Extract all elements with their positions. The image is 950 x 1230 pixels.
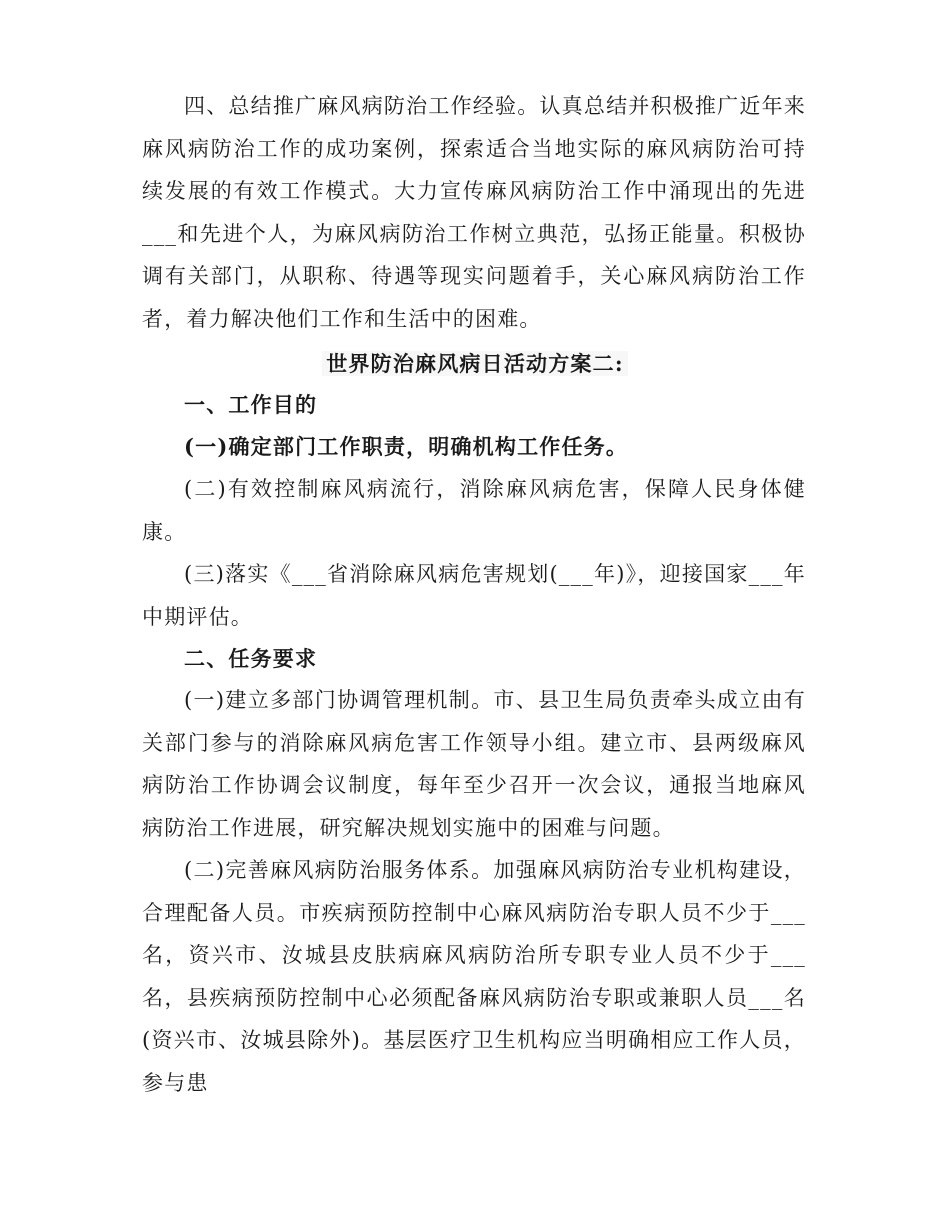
task-item-2: (二)完善麻风病防治服务体系。加强麻风病防治专业机构建设，合理配备人员。市疾病预防控制中心麻风病防治专职人员不少于___名，资兴市、汝城县皮肤病麻风病防治所专职专业人员不少于___名，县疾病预防控制中心必须配备麻风病防治专职或兼职人员___名(资兴市、汝城县除外)。基层医疗卫生机构应当明确相应工作人员，参与患 (142, 858, 806, 1095)
goal-item-3: (三)落实《___省消除麻风病危害规划(___年)》，迎接国家___年中期评估。 (142, 562, 806, 629)
section-heading-tasks: 二、任务要求 (184, 646, 318, 671)
goal-item-1: (一)确定部门工作职责，明确机构工作任务。 (184, 434, 629, 459)
goal-item-2: (二)有效控制麻风病流行，消除麻风病危害，保障人民身体健康。 (142, 477, 806, 544)
plan-title-text: 世界防治麻风病日活动方案二: (322, 351, 628, 376)
section-heading-goals: 一、工作目的 (184, 392, 318, 417)
task-item-1: (一)建立多部门协调管理机制。市、县卫生局负责牵头成立由有关部门参与的消除麻风病危害工作领导小组。建立市、县两级麻风病防治工作协调会议制度，每年至少召开一次会议，通报当地麻风病防治工作进展，研究解决规划实施中的困难与问题。 (142, 688, 806, 840)
paragraph-summary: 四、总结推广麻风病防治工作经验。认真总结并积极推广近年来麻风病防治工作的成功案例，探索适合当地实际的麻风病防治可持续发展的有效工作模式。大力宣传麻风病防治工作中涌现出的先进___和先进个人，为麻风病防治工作树立典范，弘扬正能量。积极协调有关部门，从职称、待遇等现实问题着手，关心麻风病防治工作者，着力解决他们工作和生活中的困难。 (142, 94, 806, 331)
plan-title (0, 343, 950, 386)
